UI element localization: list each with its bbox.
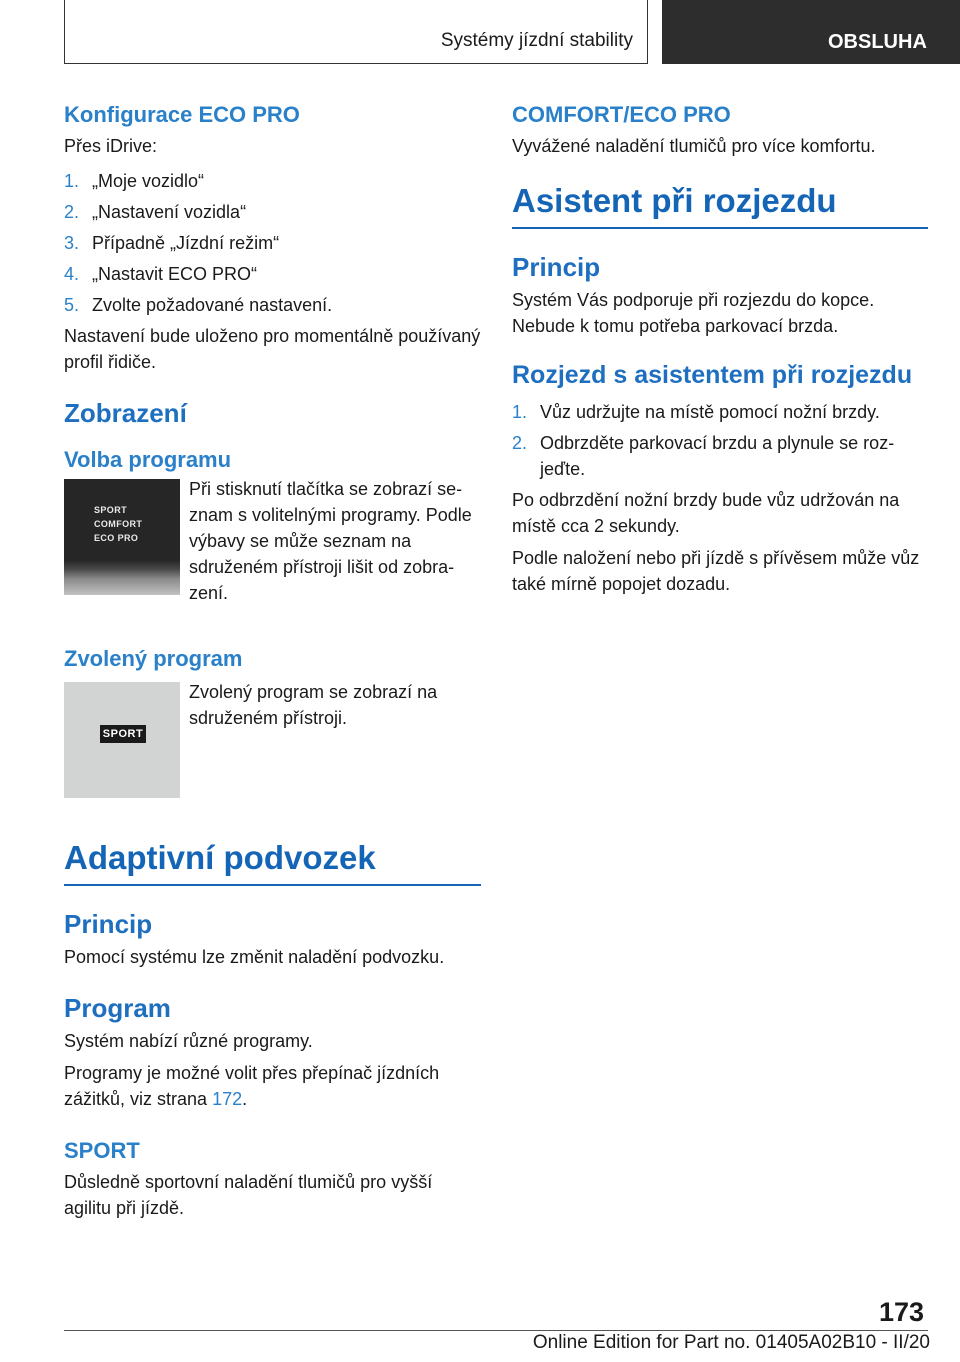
list-text: „Nastavit ECO PRO“ — [92, 264, 258, 284]
header-section-box — [64, 0, 648, 64]
sport-badge: SPORT — [100, 725, 146, 743]
heading-princip-right: Princip — [512, 252, 601, 282]
zvoleny-description: Zvolený program se zobrazí na sdruženém přístroji. — [189, 682, 438, 728]
list-text: Vůz udržujte na místě pomocí nožní brzdy. — [540, 402, 880, 422]
heading-konfigurace-eco-pro: Konfigurace ECO PRO — [64, 102, 300, 127]
page-reference-link[interactable]: 172 — [212, 1089, 243, 1109]
list-item — [64, 292, 481, 318]
heading-zvoleny-program: Zvolený program — [64, 646, 243, 671]
heading-princip-left: Princip — [64, 909, 153, 939]
list-number: 2. — [512, 433, 528, 453]
list-number: 2. — [64, 202, 80, 222]
volba-figure-row — [64, 479, 481, 606]
list-text: „Nastavení vozidla“ — [92, 202, 247, 222]
rozjezd-steps-list — [512, 399, 928, 482]
list-text: Případně „Jízdní režim“ — [92, 233, 280, 253]
princip-text-right: Systém Vás podporuje při rozjezdu do kopce. Nebude k tomu potřeba parkovací brzda. — [512, 290, 875, 336]
page-number: 173 — [879, 1297, 925, 1327]
image-label-comfort: COMFORT — [94, 519, 143, 529]
princip-text-left: Pomocí systému lze změnit naladění podvozku. — [64, 947, 445, 967]
konfig-note: Nastavení bude uloženo pro momentálně používaný profil řidiče. — [64, 326, 481, 372]
list-item — [64, 168, 481, 194]
image-label-eco-pro: ECO PRO — [94, 533, 139, 543]
left-column — [64, 100, 481, 1221]
footer-divider — [64, 1330, 928, 1331]
list-text: Odbrzděte parkovací brzdu a plynule se rozjeďte. — [540, 433, 895, 479]
program-text-2-start: Programy je možné volit přes přepínač jízdních zážitků, viz strana — [64, 1063, 440, 1109]
rozjezd-note-1: Po odbrzdění nožní brzdy bude vůz udržován na místě cca 2 sekundy. — [512, 490, 900, 536]
header-section-title: Systémy jízdní stability — [440, 30, 633, 51]
heading-rozjezd-s-asistentem: Rozjezd s asistentem při rozjezdu — [512, 361, 913, 389]
list-item — [512, 399, 928, 425]
program-text-1: Systém nabízí různé programy. — [64, 1031, 313, 1051]
konfig-steps-list — [64, 168, 481, 318]
footer-edition: Online Edition for Part no. 01405A02B10 - II/20 — [532, 1332, 930, 1353]
list-text: „Moje vozidlo“ — [92, 171, 205, 191]
heading-asistent-pri-rozjezdu: Asistent při rozjezdu — [512, 179, 928, 229]
header-chapter-tab: OBSLUHA — [662, 0, 960, 64]
list-number: 5. — [64, 295, 80, 315]
program-text-2-end: . — [242, 1089, 248, 1109]
list-item — [512, 430, 928, 482]
heading-program: Program — [64, 993, 171, 1023]
right-column — [512, 100, 928, 597]
volba-description: Při stisknutí tlačítka se zobrazí seznam s volitelnými programy. Podle výbavy se může seznam na sdruženém přístroji lišit od zobrazení. — [189, 479, 472, 603]
program-text-2 — [64, 1060, 481, 1112]
selected-program-image — [64, 682, 180, 798]
heading-adaptivni-podvozek: Adaptivní podvozek — [64, 836, 481, 886]
konfig-intro: Přes iDrive: — [64, 136, 158, 156]
list-number: 1. — [64, 171, 80, 191]
zvoleny-figure-row — [64, 682, 481, 798]
sport-text: Důsledně sportovní naladění tlumičů pro vyšší agilitu při jízdě. — [64, 1172, 433, 1218]
list-number: 4. — [64, 264, 80, 284]
heading-volba-programu: Volba programu — [64, 447, 232, 472]
list-number: 1. — [512, 402, 528, 422]
heading-zobrazeni: Zobrazení — [64, 398, 187, 428]
list-item — [64, 261, 481, 287]
list-text: Zvolte požadované nastavení. — [92, 295, 333, 315]
heading-sport: SPORT — [64, 1138, 140, 1163]
comfort-text: Vyvážené naladění tlumičů pro více komfortu. — [512, 136, 876, 156]
list-item — [64, 199, 481, 225]
list-number: 3. — [64, 233, 80, 253]
image-label-sport: SPORT — [94, 505, 128, 515]
heading-comfort-eco-pro: COMFORT/ECO PRO — [512, 102, 731, 127]
list-item — [64, 230, 481, 256]
program-menu-image — [64, 479, 180, 595]
rozjezd-note-2: Podle naložení nebo při jízdě s přívěsem může vůz také mírně popojet dozadu. — [512, 548, 920, 594]
